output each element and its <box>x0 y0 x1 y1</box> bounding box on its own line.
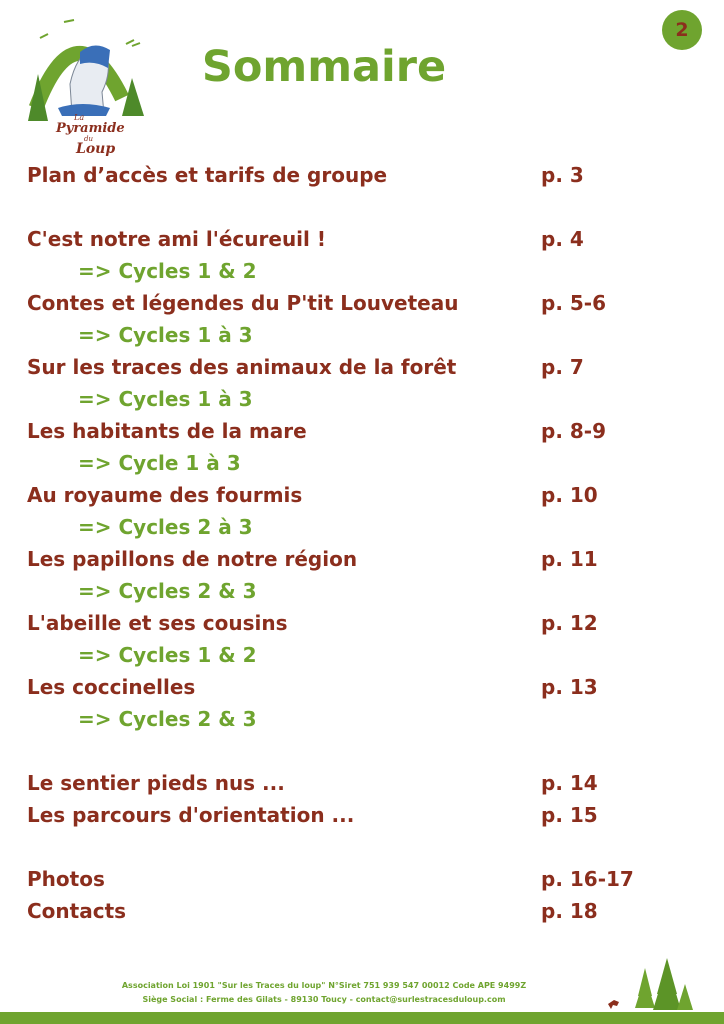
table-of-contents <box>0 159 724 927</box>
spacer <box>0 735 724 767</box>
toc-entry-cycles <box>0 575 724 607</box>
forest-trees-icon <box>605 958 697 1012</box>
footer-line-address: Siège Social : Ferme des Gilats - 89130 Toucy - contact@surlestracesduloup.com <box>142 995 506 1004</box>
toc-entry-page: p. 14 <box>541 771 598 795</box>
toc-entry-title: Plan d’accès et tarifs de groupe <box>27 163 388 187</box>
toc-entry-title: Les parcours d'orientation ... <box>27 803 355 827</box>
spacer <box>0 831 724 863</box>
toc-entry[interactable] <box>0 895 724 927</box>
toc-entry[interactable] <box>0 159 724 191</box>
toc-entry[interactable] <box>0 799 724 831</box>
toc-entry-subtitle: => Cycles 1 à 3 <box>78 387 253 411</box>
toc-entry-page: p. 11 <box>541 547 598 571</box>
toc-entry-page: p. 7 <box>541 355 584 379</box>
footer-green-bar <box>0 1012 724 1024</box>
toc-entry-title: Le sentier pieds nus ... <box>27 771 285 795</box>
toc-entry[interactable] <box>0 287 724 319</box>
toc-entry-subtitle: => Cycles 2 à 3 <box>78 515 253 539</box>
toc-entry[interactable] <box>0 351 724 383</box>
toc-entry-title: Photos <box>27 867 105 891</box>
toc-entry-cycles <box>0 703 724 735</box>
toc-entry-subtitle: => Cycles 2 & 3 <box>78 579 257 603</box>
toc-entry-subtitle: => Cycle 1 à 3 <box>78 451 241 475</box>
footer-line-association: Association Loi 1901 "Sur les Traces du loup" N°Siret 751 939 547 00012 Code APE 9499Z <box>121 981 527 990</box>
toc-entry-title: Les papillons de notre région <box>27 547 358 571</box>
page-number-badge: 2 <box>662 10 702 50</box>
toc-entry-title: C'est notre ami l'écureuil ! <box>27 227 326 251</box>
toc-entry-subtitle: => Cycles 1 & 2 <box>78 643 257 667</box>
toc-entry-title: Contes et légendes du P'tit Louveteau <box>27 291 459 315</box>
toc-entry[interactable] <box>0 767 724 799</box>
toc-entry-title: Les habitants de la mare <box>27 419 307 443</box>
spacer <box>0 191 724 223</box>
toc-entry-title: Sur les traces des animaux de la forêt <box>27 355 457 379</box>
toc-entry-cycles <box>0 383 724 415</box>
svg-text:Loup: Loup <box>76 141 116 156</box>
toc-entry-page: p. 12 <box>541 611 598 635</box>
toc-entry-page: p. 5-6 <box>541 291 607 315</box>
toc-entry-subtitle: => Cycles 1 & 2 <box>78 259 257 283</box>
svg-text:La: La <box>74 113 85 122</box>
toc-entry-cycles <box>0 511 724 543</box>
toc-entry-page: p. 13 <box>541 675 598 699</box>
toc-entry-cycles <box>0 255 724 287</box>
toc-entry-page: p. 10 <box>541 483 598 507</box>
footer-legal-info <box>0 979 648 1007</box>
svg-text:Pyramide: Pyramide <box>56 121 125 136</box>
svg-text:du: du <box>84 135 93 143</box>
toc-entry[interactable] <box>0 415 724 447</box>
page-title: Sommaire <box>201 42 447 92</box>
toc-entry[interactable] <box>0 607 724 639</box>
toc-entry[interactable] <box>0 863 724 895</box>
toc-entry-page: p. 3 <box>541 163 584 187</box>
toc-entry-page: p. 16-17 <box>541 867 634 891</box>
toc-entry-page: p. 4 <box>541 227 584 251</box>
toc-entry-page: p. 15 <box>541 803 598 827</box>
toc-entry-title: Contacts <box>27 899 127 923</box>
toc-entry-cycles <box>0 639 724 671</box>
toc-entry-title: Les coccinelles <box>27 675 196 699</box>
toc-entry-cycles <box>0 447 724 479</box>
toc-entry-page: p. 8-9 <box>541 419 607 443</box>
toc-entry-title: L'abeille et ses cousins <box>27 611 288 635</box>
toc-entry-page: p. 18 <box>541 899 598 923</box>
toc-entry[interactable] <box>0 671 724 703</box>
toc-entry[interactable] <box>0 479 724 511</box>
toc-entry[interactable] <box>0 543 724 575</box>
toc-entry[interactable] <box>0 223 724 255</box>
toc-entry-cycles <box>0 319 724 351</box>
toc-entry-title: Au royaume des fourmis <box>27 483 303 507</box>
toc-entry-subtitle: => Cycles 1 à 3 <box>78 323 253 347</box>
toc-entry-subtitle: => Cycles 2 & 3 <box>78 707 257 731</box>
